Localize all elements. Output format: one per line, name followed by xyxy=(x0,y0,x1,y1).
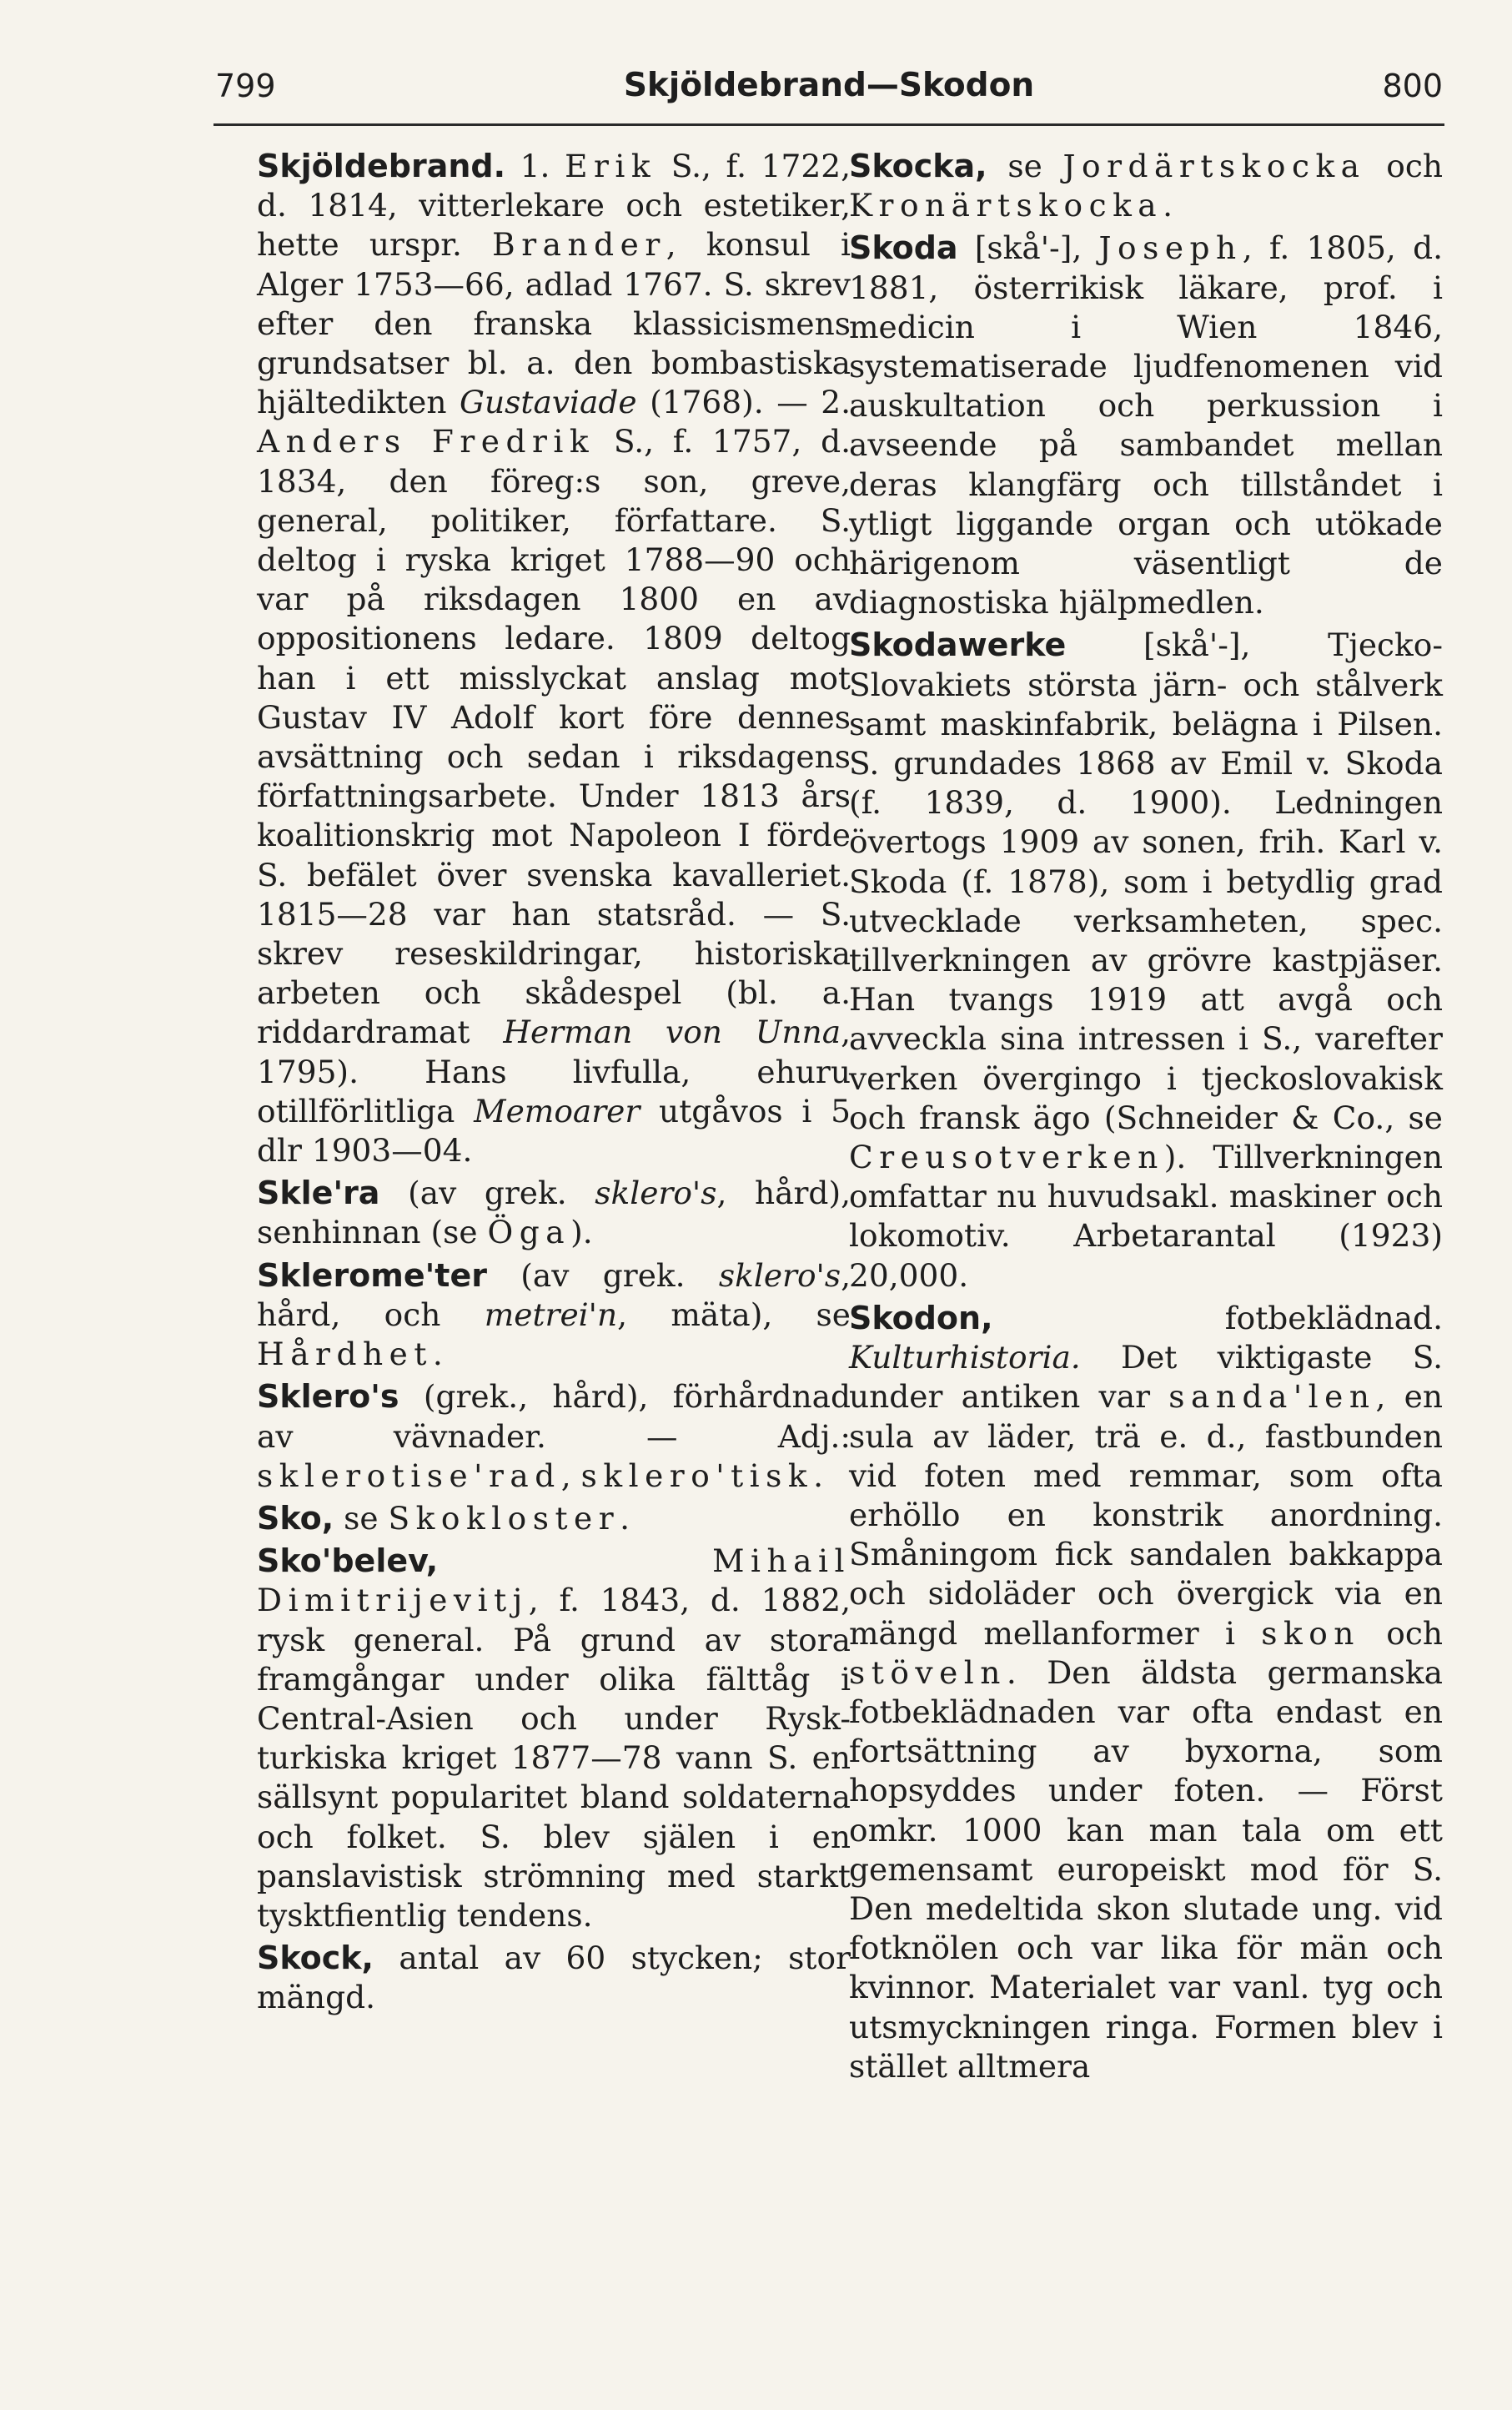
entry-text: , hård, och xyxy=(257,1256,851,1333)
cross-reference: Skokloster xyxy=(388,1499,620,1537)
headword: Skock, xyxy=(257,1940,374,1977)
term: sanda'len xyxy=(1168,1378,1376,1416)
term: skon xyxy=(1261,1614,1360,1652)
derived-term: sklerotise'rad xyxy=(257,1457,561,1494)
headword: Skocka, xyxy=(849,148,987,184)
entry-skodon xyxy=(849,1299,1443,2086)
entry-sko xyxy=(257,1499,851,1538)
headword: Sko, xyxy=(257,1499,334,1537)
entry-text: (1768). — 2. xyxy=(636,384,851,421)
cross-reference: Jordärtskocka xyxy=(1062,148,1366,184)
entry-text: ). xyxy=(570,1214,593,1251)
cross-reference: Hårdhet xyxy=(257,1336,433,1373)
entry-text: utgåvos i 5 dlr 1903—04. xyxy=(257,1092,851,1170)
entry-sklera xyxy=(257,1174,851,1252)
person-name: Joseph xyxy=(1098,229,1243,267)
entry-text: fotbeklädnad. xyxy=(992,1299,1443,1336)
cross-reference: Kronärtskocka xyxy=(849,187,1163,224)
headword: Skoda xyxy=(849,229,958,267)
entry-skjoldebrand xyxy=(257,147,851,1170)
section-title: Kulturhistoria. xyxy=(849,1339,1081,1376)
entry-text: Det viktigaste S. under antiken var xyxy=(849,1339,1443,1416)
cross-reference: Creusotverken xyxy=(849,1139,1164,1176)
work-title: Gustaviade xyxy=(460,384,637,421)
term: stöveln xyxy=(849,1653,1007,1691)
entry-text: och xyxy=(1365,148,1444,184)
greek-term: sklero's xyxy=(595,1175,717,1212)
entry-skleros xyxy=(257,1377,851,1496)
derived-term: sklero'tisk xyxy=(580,1457,814,1494)
entry-skodawerke xyxy=(849,626,1443,1295)
entry-text: , en sula av läder, trä e. d., fastbunden vid foten med remmar, som ofta erhöllo en konstrik anordning. Småningom fick sandalen bakkappa och sidoläder och övergick via en mängd mellanformer i xyxy=(849,1378,1443,1652)
work-title: Herman von Unna xyxy=(503,1014,841,1051)
entry-skock xyxy=(257,1939,851,2017)
entry-text: (av grek. xyxy=(379,1175,595,1212)
headword: Skodon, xyxy=(849,1299,993,1336)
work-title: Memoarer xyxy=(474,1092,640,1130)
greek-term: metrei'n xyxy=(484,1296,618,1333)
entry-text: [skå'-], Tjecko-Slovakiets största järn- och stålverk samt maskinfabrik, belägna i Pilsen. S. grundades 1868 av Emil v. Skoda (f. 1839, d. 1900). Ledningen övertogs 1909 av sonen, frih. Karl v. Skoda (f. 1878), som i betydlig grad utvecklade verksamheten, spec. tillverkningen av grövre kastpjäser. Han tvangs 1919 att avgå och avveckla sina intressen i S., varefter verken övergingo i tjeckoslovakisk och fransk ägo (Schneider & Co., se xyxy=(849,626,1443,1136)
person-name: Anders Fredrik xyxy=(257,423,595,460)
headword: Sklero's xyxy=(257,1378,399,1416)
headword: Sklerome'ter xyxy=(257,1256,487,1294)
headword: Skjöldebrand. xyxy=(257,148,506,184)
cross-reference: Öga xyxy=(487,1214,571,1251)
headword: Skle'ra xyxy=(257,1175,380,1212)
entry-text: , xyxy=(560,1457,581,1494)
entry-text: antal av 60 stycken; stor mängd. xyxy=(257,1940,851,2016)
entry-text: , mäta), se xyxy=(617,1296,851,1333)
left-column xyxy=(257,147,851,2018)
entry-text: se xyxy=(987,148,1063,184)
person-name: Brander xyxy=(492,226,666,264)
person-name: Mihail Dimitrijevitj xyxy=(257,1542,851,1619)
entry-text: . xyxy=(1163,187,1173,224)
entry-text: , 1795). Hans livfulla, ehuru otillförlitliga xyxy=(257,1014,851,1130)
entry-text: och xyxy=(1359,1614,1443,1652)
greek-term: sklero's xyxy=(718,1256,841,1294)
entry-text: , hård), senhinnan (se xyxy=(257,1175,851,1251)
entry-text: [skå'-], xyxy=(957,229,1099,267)
entry-text: ). Tillverkningen omfattar nu huvudsakl. maskiner och lokomotiv. Arbetarantal (1923) 20,000. xyxy=(849,1139,1443,1294)
entry-text xyxy=(438,1542,712,1579)
page-number-right: 800 xyxy=(1382,68,1443,104)
entry-text: , f. 1843, d. 1882, rysk general. På grund av stora framgångar under olika fälttåg i Central-Asien och under Rysk-turkiska kriget 1877—78 vann S. en sällsynt popularitet bland soldaterna och folket. S. blev själen i en panslavistisk strömning med starkt tysktfientlig tendens. xyxy=(257,1582,851,1934)
entry-skoda xyxy=(849,229,1443,622)
entry-text: . Den äldsta germanska fotbeklädnaden var ofta endast en fortsättning av byxorna, som hopsyddes under foten. — Först omkr. 1000 kan man tala om ett gemensamt europeiskt mod för S. Den medeltida skon slutade ung. vid fotknölen och var lika för män och kvinnor. Materialet var vanl. tyg och utsmyckningen ringa. Formen blev i stället alltmera xyxy=(849,1653,1443,2085)
entry-text: . xyxy=(813,1457,824,1494)
entry-text: . xyxy=(432,1336,443,1373)
entry-text: (grek., hård), förhårdnad av vävnader. — Adj.: xyxy=(257,1378,851,1455)
entry-text: , f. 1805, d. 1881, österrikisk läkare, prof. i medicin i Wien 1846, systematiserade ljudfenomenen vid auskultation och perkussion i avseende på sambandet mellan deras klangfärg och tillståndet i ytligt liggande organ och utökade härigenom väsentligt de diagnostiska hjälpmedlen. xyxy=(849,229,1443,621)
running-title: Skjöldebrand—Skodon xyxy=(623,67,1035,104)
entry-skobelev xyxy=(257,1542,851,1935)
page-number-left: 799 xyxy=(215,68,276,104)
right-column xyxy=(849,147,1443,2086)
headword: Sko'belev, xyxy=(257,1542,439,1580)
person-name: Erik xyxy=(565,148,657,184)
entry-sklerometer xyxy=(257,1256,851,1375)
entry-text: . xyxy=(620,1499,630,1537)
entry-text: (av grek. xyxy=(486,1256,719,1294)
entry-text: S., f. 1722, d. 1814, vitterlekare och estetiker, hette urspr. xyxy=(257,148,851,264)
headword: Skodawerke xyxy=(849,626,1067,664)
entry-text: 1. xyxy=(505,148,565,184)
entry-text: , konsul i Alger 1753—66, adlad 1767. S. skrev efter den franska klassicismens grundsatser bl. a. den bombastiska hjältedikten xyxy=(257,226,851,421)
entry-text: S., f. 1757, d. 1834, den föreg:s son, greve, general, politiker, författare. S. deltog i ryska kriget 1788—90 och var på riksdagen 1800 en av oppositionens ledare. 1809 deltog han i ett misslyckat anslag mot Gustav IV Adolf kort före dennes avsättning och sedan i riksdagens författningsarbete. Under 1813 års koalitionskrig mot Napoleon I förde S. befälet över svenska kavalleriet. 1815—28 var han statsråd. — S. skrev reseskildringar, historiska arbeten och skådespel (bl. a. riddardramat xyxy=(257,423,851,1051)
entry-skocka xyxy=(849,147,1443,225)
header-rule xyxy=(213,123,1444,126)
page-header xyxy=(215,65,1443,115)
entry-text: se xyxy=(334,1499,389,1537)
